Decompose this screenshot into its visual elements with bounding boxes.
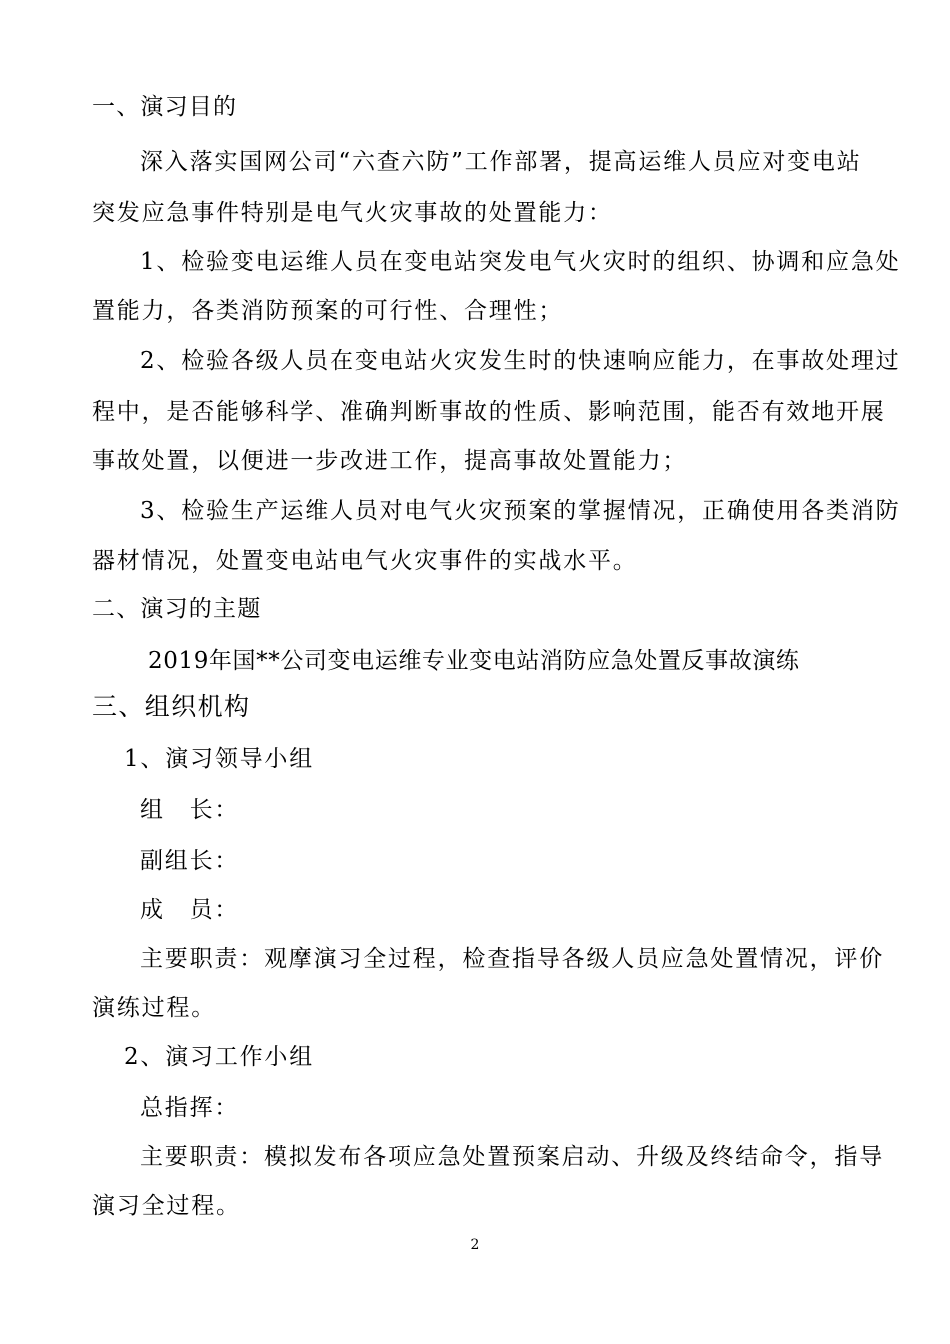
section-heading-organization: 三、组织机构	[92, 692, 251, 721]
paragraph-item-2-line: 事故处置，以便进一步改进工作，提高事故处置能力；	[92, 448, 688, 474]
group-2-commander: 总指挥：	[140, 1095, 240, 1121]
group-1-members: 成 员：	[140, 897, 240, 923]
group-2-title: 2、演习工作小组	[124, 1044, 315, 1070]
paragraph-item-1-line: 置能力，各类消防预案的可行性、合理性；	[92, 298, 564, 324]
paragraph-item-3-line: 3、检验生产运维人员对电气火灾预案的掌握情况，正确使用各类消防	[140, 498, 901, 524]
paragraph-item-3-line: 器材情况，处置变电站电气火灾事件的实战水平。	[92, 548, 638, 574]
theme-text: 2019年国**公司变电运维专业变电站消防应急处置反事故演练	[148, 648, 800, 674]
page-number: 2	[470, 1237, 480, 1253]
group-2-duty-line: 主要职责：模拟发布各项应急处置预案启动、升级及终结命令，指导	[140, 1144, 884, 1170]
group-1-duty-line: 演练过程。	[92, 995, 216, 1021]
section-heading-purpose: 一、演习目的	[92, 94, 238, 120]
group-1-deputy: 副组长：	[140, 848, 240, 874]
group-2-duty-line: 演习全过程。	[92, 1193, 241, 1219]
paragraph-intro-line: 深入落实国网公司“六查六防”工作部署，提高运维人员应对变电站	[140, 149, 862, 175]
paragraph-intro-line: 突发应急事件特别是电气火灾事故的处置能力：	[92, 200, 613, 226]
group-1-leader: 组 长：	[140, 797, 240, 823]
group-1-duty-line: 主要职责：观摩演习全过程，检查指导各级人员应急处置情况，评价	[140, 946, 884, 972]
paragraph-item-2-line: 程中，是否能够科学、准确判断事故的性质、影响范围，能否有效地开展	[92, 399, 886, 425]
paragraph-item-1-line: 1、检验变电运维人员在变电站突发电气火灾时的组织、协调和应急处	[140, 249, 901, 275]
group-1-title: 1、演习领导小组	[124, 746, 315, 772]
section-heading-theme: 二、演习的主题	[92, 596, 262, 622]
paragraph-item-2-line: 2、检验各级人员在变电站火灾发生时的快速响应能力，在事故处理过	[140, 348, 901, 374]
